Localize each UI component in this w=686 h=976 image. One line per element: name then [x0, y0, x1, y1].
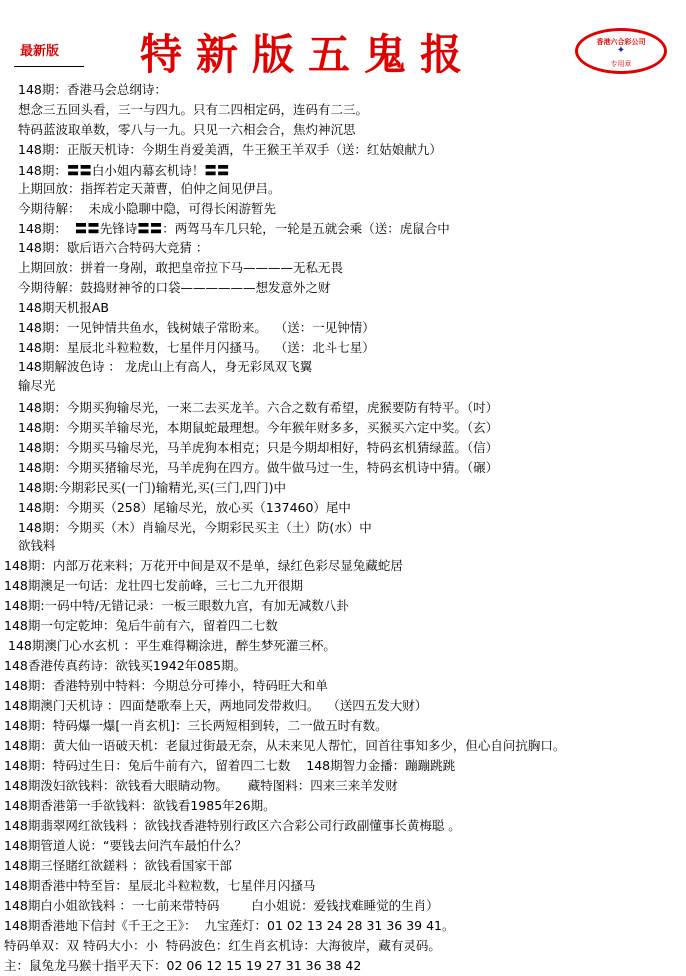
page-title: 特新版五鬼报 — [140, 30, 477, 79]
text-line: 148期：特码过生日：兔后牛前有六，留着四二七数 148期智力金播：蹦蹦跳跳 — [4, 758, 456, 773]
text-line: 148期：今期买（木）肖输尽光，今期彩民买主（土）防(水）中 — [18, 520, 372, 535]
text-line: 148期：香港马会总纲诗： — [18, 82, 167, 97]
text-line: 148期:一码中特/无错记录：一板三眼数九宫，有加无减数八卦 — [4, 598, 349, 613]
text-line: 上期回放：指挥若定天萧曹，伯仲之间见伊吕。 — [18, 181, 281, 196]
text-line: 148期：内部万花来料；万花开中间是双不是单，绿红色彩尽显兔藏蛇居 — [4, 558, 403, 573]
text-line: 148期：今期买马输尽光，马羊虎狗本相克；只是今期却相好，特码玄机猜绿蓝。（信） — [18, 440, 499, 455]
text-line: 148期：一见钟情共鱼水，钱树婊子常盼来。 （送：一见钟情） — [18, 320, 375, 335]
text-line: 今期待解：鼓捣财神爷的口袋——————想发意外之财 — [18, 280, 331, 295]
text-line: 148期管道人说：“要钱去问汽车最怕什么？ — [4, 838, 247, 853]
text-line: 148期:今期彩民买(一门)输精光,买(三门,四门)中 — [18, 480, 287, 495]
company-seal — [575, 28, 667, 74]
text-line: 148期白小姐欲钱料 ：一七前来带特码 白小姐说：爱钱找难睡觉的生肖） — [4, 898, 439, 913]
text-line: 148期：今期买猪输尽光，马羊虎狗在四方。做牛做马过一生，特码玄机诗中猜。（碾） — [18, 460, 499, 475]
text-line: 148期： 〓〓先锋诗〓〓：两驾马车几只轮，一轮是五就会乘（送：虎鼠合中 — [18, 221, 450, 236]
seal-star-icon: ✦ — [616, 45, 626, 56]
text-line: 148期：黄大仙一语破天机：老鼠过街最无奈，从未来见人帮忙，回首往事知多少，但心自问抗胸口。 — [4, 738, 566, 753]
text-line: 148期香港地下信封《千王之王》： 九宝莲灯：01 02 13 24 28 31 36 39 41。 — [4, 918, 455, 933]
badge-underline — [14, 66, 84, 67]
text-line: 148期一句定乾坤：兔后牛前有六，留着四二七数 — [4, 618, 278, 633]
text-line: 148期：今期买狗输尽光，一来二去买龙羊。六合之数有希望，虎猴要防有特平。（吋） — [18, 400, 499, 415]
text-line: 148期香港第一手欲钱料：欲钱看1985年26期。 — [4, 798, 276, 813]
text-line: 148期翡翠网红欲钱料 ：欲钱找香港特别行政区六合彩公司行政副懂事长黄梅聪 。 — [4, 818, 461, 833]
text-line: 148期：香港特别中特料：今期总分可捧小，特码旺大和单 — [4, 678, 328, 693]
latest-version-badge: 最新版 — [20, 44, 60, 59]
text-line: 今期待解： 未成小隐聊中隐，可得长闲游暂先 — [18, 201, 276, 216]
text-line: 148香港传真药诗：欲钱买1942年085期。 — [4, 658, 247, 673]
text-line: 148期：〓〓白小姐内幕玄机诗！〓〓 — [18, 163, 230, 178]
text-line: 特码蓝波取单数，零八与一九。只见一六相会合，焦灼神沉思 — [18, 122, 356, 137]
text-line: 148期三怪賭红欲鎈料 ：欲钱看国家干部 — [4, 858, 232, 873]
text-line: 欲钱料 — [18, 538, 56, 553]
text-line: 148期：今期买羊输尽光，本期鼠蛇最理想。今年猴年财多多，买猴买六定中奖。（玄） — [18, 420, 499, 435]
seal-bottom-text: 专用章 — [610, 60, 632, 68]
text-line: 148期：正版天机诗：今期生肖爱美酒，牛王猴王羊双手（送：红姑娘献九） — [18, 142, 442, 157]
text-line: 148期泼妇欲钱料：欲钱看大眼睛动物。 藏特图料：四来三来羊发财 — [4, 778, 398, 793]
text-line: 148期：今期买（258）尾输尽光，放心买（137460）尾中 — [18, 500, 351, 515]
text-line: 148期澳门天机诗 ：四面楚歌奉上天，两地同发带救归。 （送四五发大财） — [4, 698, 428, 713]
text-line: 148期香港中特至旨：星辰北斗粒粒数，七星伴月闪搔马 — [4, 878, 316, 893]
text-line: 148期天机报AB — [18, 300, 109, 315]
text-line: 148期：星辰北斗粒粒数，七星伴月闪搔马。 （送：北斗七星） — [18, 340, 375, 355]
text-line: 主：鼠兔龙马猴十指平天下：02 06 12 15 19 27 31 36 38 42 — [4, 958, 362, 973]
seal-top-text: 香港六合彩公司 — [596, 38, 646, 46]
text-line: 148期解波色诗 ： 龙虎山上有高人，身无彩凤双飞翼 — [18, 359, 313, 374]
text-line: 想念三五回头看，三一与四九。只有二四相定码，连码有二三。 — [18, 102, 369, 117]
text-line: 148期：歇后语六合特码大竞猜 ： — [18, 240, 209, 255]
text-line: 148期：特码爆一爆[一肖玄机]：三长两短相到转，二一做五时有数。 — [4, 718, 388, 733]
text-line: 特码单双：双 特码大小：小 特码波色：红生肖玄机诗：大海彼岸，藏有灵码。 — [4, 938, 441, 953]
text-line: 输尽光 — [18, 378, 56, 393]
text-line: 148期澳门心水玄机 ：平生难得糊涂进，醉生梦死灌三杯。 — [8, 638, 336, 653]
text-line: 上期回放：拼着一身剐，敢把皇帝拉下马————无私无畏 — [18, 260, 344, 275]
text-line: 148期澳足一句话：龙壮四七发前峰，三七二九开很期 — [4, 578, 303, 593]
